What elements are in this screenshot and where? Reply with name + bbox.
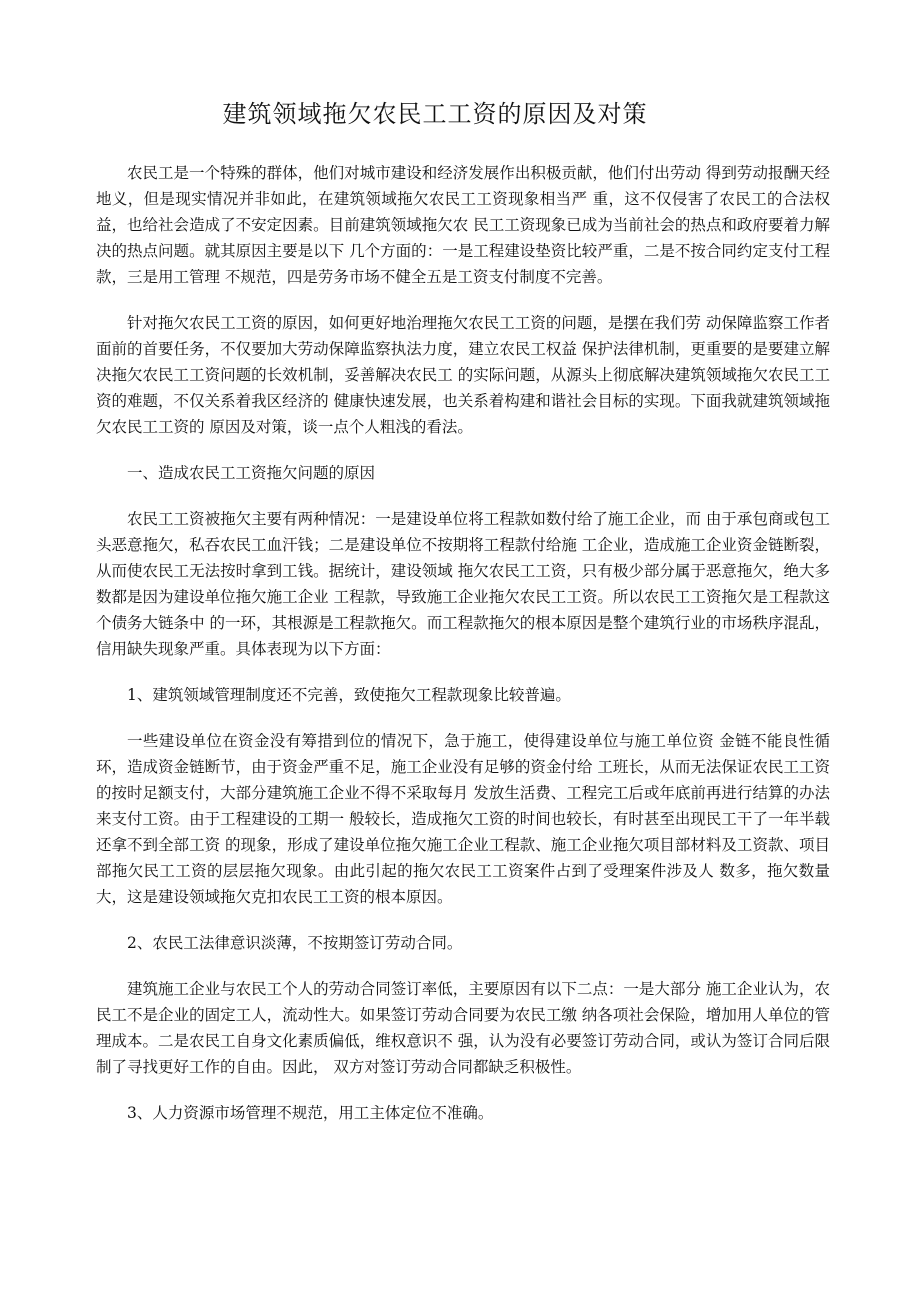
causes-overview-paragraph: 农民工工资被拖欠主要有两种情况：一是建设单位将工程款如数付给了施工企业，而 由于承包商或包工头恶意拖欠，私吞农民工血汗钱；二是建设单位不按期将工程款付给施 工企业，造成施工企业资金链断裂，从而使农民工无法按时拿到工钱。据统计，建设领域 拖欠农民工工资，只有极少部分属于恶意拖欠，绝大多数都是因为建设单位拖欠施工企业 工程款，导致施工企业拖欠农民工工资。所以农民工工资拖欠是工程款这个债务大链条中 的一环，其根源是工程款拖欠。而工程款拖欠的根本原因是整个建筑行业的市场秩序混乱，信用缺失现象严重。具体表现为以下方面： <box>96 510 830 658</box>
document-body <box>96 160 830 1126</box>
subheading-labor-market: 3、人力资源市场管理不规范，用工主体定位不准确。 <box>127 1104 494 1122</box>
management-system-paragraph: 一些建设单位在资金没有筹措到位的情况下，急于施工，使得建设单位与施工单位资 金链不能良性循环，造成资金链断节，由于资金严重不足，施工企业没有足够的资金付给 工班长，从而无法保证农民工工资的按时足额支付，大部分建筑施工企业不得不采取每月 发放生活费、工程完工后或年底前再进行结算的办法来支付工资。由于工程建设的工期一 般较长，造成拖欠工资的时间也较长，有时甚至出现民工干了一年半载还拿不到全部工资 的现象，形成了建设单位拖欠施工企业工程款、施工企业拖欠项目部材料及工资款、项目 部拖欠民工工资的层层拖欠现象。由此引起的拖欠农民工工资案件占到了受理案件涉及人 数多，拖欠数量大，这是建设领域拖欠克扣农民工工资的根本原因。 <box>96 732 830 906</box>
section-heading-causes: 一、造成农民工工资拖欠问题的原因 <box>127 464 376 482</box>
legal-awareness-paragraph: 建筑施工企业与农民工个人的劳动合同签订率低，主要原因有以下二点：一是大部分 施工企业认为，农民工不是企业的固定工人，流动性大。如果签订劳动合同要为农民工缴 纳各项社会保险，增加用人单位的管理成本。二是农民工自身文化素质偏低，维权意识不 强，认为没有必要签订劳动合同，或认为签订合同后限制了寻找更好工作的自由。因此， 双方对签订劳动合同都缺乏积极性。 <box>96 980 830 1076</box>
subheading-legal-awareness: 2、农民工法律意识淡薄，不按期签订劳动合同。 <box>127 934 463 952</box>
subheading-management-system: 1、建筑领域管理制度还不完善，致使拖欠工程款现象比较普遍。 <box>127 686 571 704</box>
document-title: 建筑领域拖欠农民工工资的原因及对策 <box>222 100 648 128</box>
intro-paragraph: 农民工是一个特殊的群体，他们对城市建设和经济发展作出积极贡献，他们付出劳动 得到劳动报酬天经地义，但是现实情况并非如此，在建筑领域拖欠农民工工资现象相当严 重，这不仅侵害了农民工的合法权益，也给社会造成了不安定因素。目前建筑领域拖欠农 民工工资现象已成为当前社会的热点和政府要着力解决的热点问题。就其原因主要是以下 几个方面的：一是工程建设垫资比较严重，二是不按合同约定支付工程款，三是用工管理 不规范，四是劳务市场不健全五是工资支付制度不完善。 <box>96 164 830 286</box>
countermeasure-intro-paragraph: 针对拖欠农民工工资的原因，如何更好地治理拖欠农民工工资的问题，是摆在我们劳 动保障监察工作者面前的首要任务，不仅要加大劳动保障监察执法力度，建立农民工权益 保护法律机制，更重要的是要建立解决拖欠农民工工资问题的长效机制，妥善解决农民工 的实际问题，从源头上彻底解决建筑领域拖欠农民工工资的难题，不仅关系着我区经济的 健康快速发展，也关系着构建和谐社会目标的实现。下面我就建筑领域拖欠农民工工资的 原因及对策，谈一点个人粗浅的看法。 <box>96 314 830 436</box>
